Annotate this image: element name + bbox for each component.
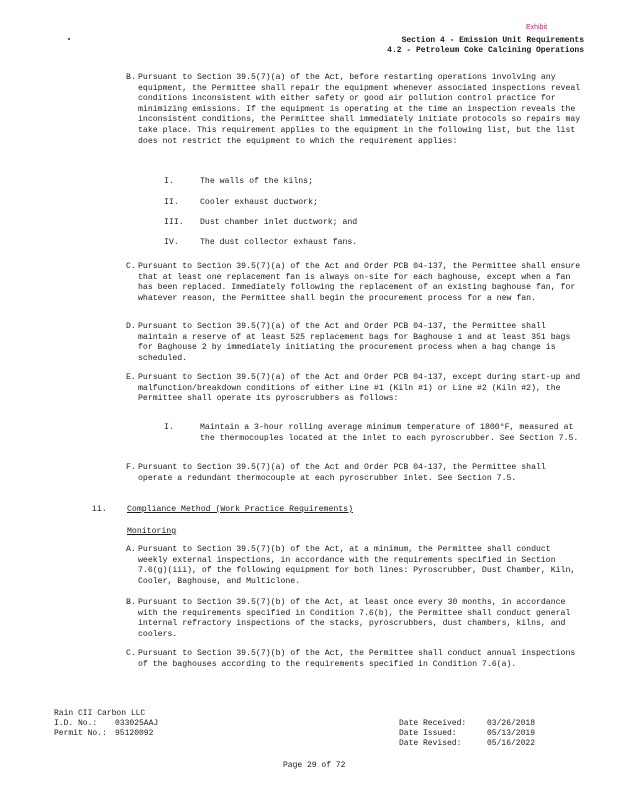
exhibit-stamp: Exhibit [526, 24, 548, 31]
list-num-1: I. [164, 177, 174, 186]
footer-received-label: Date Received: [399, 719, 467, 728]
scan-speck [68, 38, 70, 40]
footer-revised-value: 05/16/2022 [487, 739, 536, 748]
mon-letter-a: A. [126, 545, 136, 554]
footer-permit-label: Permit No.: [54, 729, 107, 738]
footer-permit-value: 95120092 [115, 729, 154, 738]
mon-text-b: Pursuant to Section 39.5(7)(b) of the Act, at least once every 30 months, in accordance with the requirements specified in Condition 7.6(b), the Permittee shall conduct general internal refractory inspections of the stacks, pyroscrubbers, dust chambers, kilns, and coolers. [138, 598, 571, 639]
header-section-title: Section 4 - Emission Unit Requirements [401, 36, 584, 45]
item-text-d: Pursuant to Section 39.5(7)(a) of the Act and Order PCB 04-137, the Permittee shall maintain a reserve of at least 525 replacement bags for Baghouse 1 and at least 351 bags for Baghouse 2 by immediately initiating the procurement process when a bag change is scheduled. [138, 322, 571, 363]
item-e-sub-num: I. [164, 423, 174, 432]
item-text-e: Pursuant to Section 39.5(7)(a) of the Act and Order PCB 04-137, except during start-up and malfunction/breakdown conditions of either Line #1 (Kiln #1) or Line #2 (Kiln #2), the Permittee shall operate its pyroscrubbers as follows: [138, 373, 581, 404]
section-number: ii. [92, 505, 107, 514]
item-letter-d: D. [126, 322, 136, 331]
footer-issued-value: 05/13/2019 [487, 729, 536, 738]
item-text-b: Pursuant to Section 39.5(7)(a) of the Act, before restarting operations involving any equipment, the Permittee shall repair the equipment whenever associated inspections reveal conditions inconsistent with either safety or good air pollution control practice for minimizing emissions. If the equipment is operating at the time an inspection reveals the inconsistent conditions, the Permittee shall immediately initiate protocols so repairs may take place. This requirement applies to the equipment in the following list, but the list does not restrict the equipment to which the requirement applies: [138, 73, 581, 146]
mon-letter-c: C. [126, 649, 136, 658]
footer-id-value: 033025AAJ [115, 719, 159, 728]
footer-company: Rain CII Carbon LLC [54, 709, 146, 718]
list-num-3: III. [164, 218, 184, 227]
item-text-c: Pursuant to Section 39.5(7)(a) of the Act and Order PCB 04-137, the Permittee shall ensure that at least one replacement fan is always on-site for each baghouse, except when a fan has been replaced. Immediately following the replacement of an existing baghouse fan, for whatever reason, the Permittee shall begin the procurement process for a new fan. [138, 262, 581, 303]
footer-id-label: I.D. No.: [54, 719, 98, 728]
mon-text-c: Pursuant to Section 39.5(7)(b) of the Act, the Permittee shall conduct annual inspections of the baghouses according to the requirements specified in Condition 7.6(a). [138, 649, 576, 669]
section-title: Compliance Method (Work Practice Requirements) [127, 505, 354, 514]
list-num-4: IV. [164, 238, 179, 247]
list-text-2: Cooler exhaust ductwork; [200, 198, 318, 207]
item-text-f: Pursuant to Section 39.5(7)(a) of the Act and Order PCB 04-137, the Permittee shall operate a redundant thermocouple at each pyroscrubber inlet. See Section 7.5. [138, 463, 546, 483]
mon-letter-b: B. [126, 598, 136, 607]
list-text-4: The dust collector exhaust fans. [200, 238, 358, 247]
mon-text-a: Pursuant to Section 39.5(7)(b) of the Act, at a minimum, the Permittee shall conduct weekly external inspections, in accordance with the requirements specified in Section 7.6(g)(iii), of the following equipment for both lines: Pyroscrubber, Dust Chamber, Kiln, Cooler, Baghouse, and Multiclone. [138, 545, 576, 586]
item-e-sub-text: Maintain a 3-hour rolling average minimum temperature of 1800°F, measured at the thermocouples located at the inlet to each pyroscrubber. See Section 7.5. [200, 423, 579, 443]
item-letter-f: F. [126, 463, 136, 472]
footer-revised-label: Date Revised: [399, 739, 462, 748]
item-letter-c: C. [126, 262, 136, 271]
list-text-1: The walls of the kilns; [200, 177, 314, 186]
item-letter-b: B. [126, 73, 136, 82]
header-subsection-title: 4.2 - Petroleum Coke Calcining Operations [387, 46, 584, 55]
footer-received-value: 03/26/2018 [487, 719, 536, 728]
item-letter-e: E. [126, 373, 136, 382]
page-number: Page 29 of 72 [283, 761, 346, 770]
monitoring-heading: Monitoring [127, 527, 177, 536]
list-num-2: II. [164, 198, 179, 207]
footer-issued-label: Date Issued: [399, 729, 457, 738]
list-text-3: Dust chamber inlet ductwork; and [200, 218, 358, 227]
